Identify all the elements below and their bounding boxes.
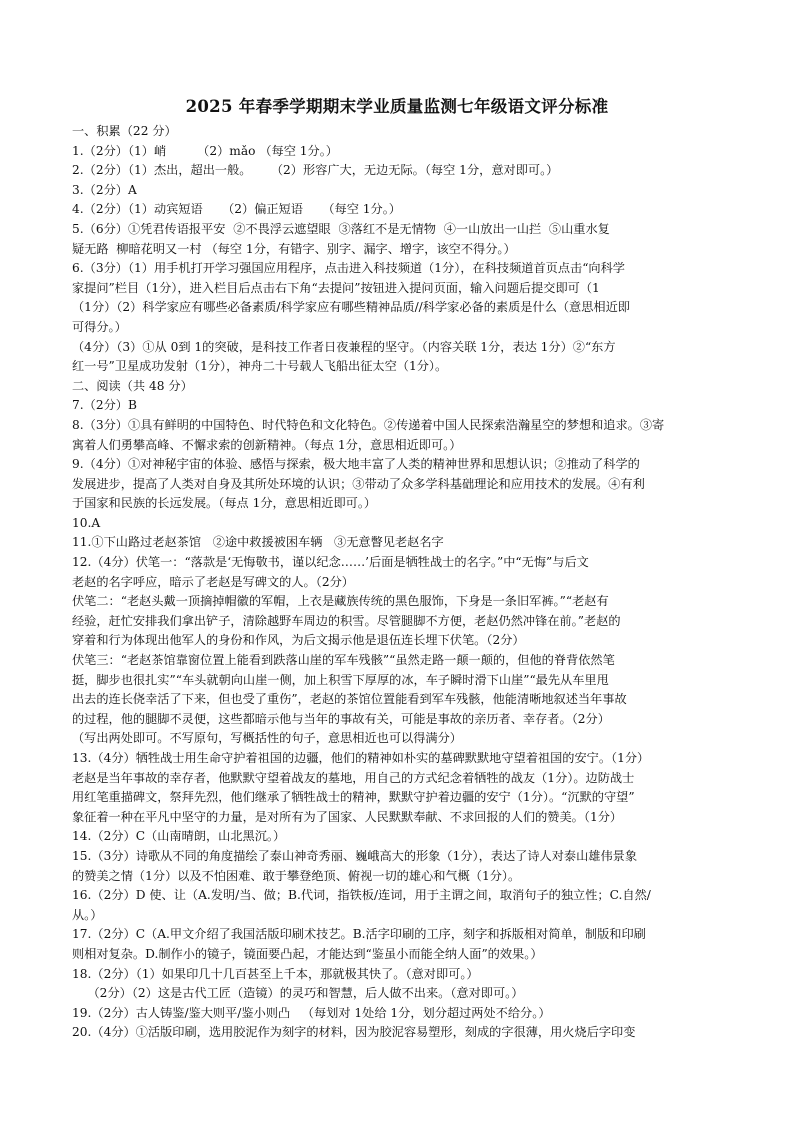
answer-line: 可得分。）	[72, 319, 127, 334]
answer-line: 穿着和行为体现出他军人的身份和作风，为后文揭示他是退伍连长埋下伏笔。（2分）	[72, 633, 525, 648]
answer-line: 13.（4分）牺牲战士用生命守护着祖国的边疆，他们的精神如朴实的墓碑默默地守望着祖国的安宁。（1分）	[72, 751, 650, 765]
answer-line: 4.（2分）（1）动宾短语 （2）偏正短语 （每空 1分。）	[72, 202, 401, 217]
answer-line: 2.（2分）（1）杰出，超出一般。 （2）形容广大，无边无际。（每空 1分，意对即可。）	[72, 163, 559, 178]
answer-line: 的赞美之情（1分）以及不怕困难、敢于攀登绝顶、俯视一切的雄心和气概（1分）。	[72, 868, 521, 883]
answer-line: （1分）（2）科学家应有哪些必备素质/科学家应有哪些精神品质//科学家必备的素质是什么（意思相近即	[72, 300, 630, 315]
answer-line: 9.（4分）①对神秘宇宙的体验、感悟与探索，极大地丰富了人类的精神世界和思想认识；②推动了科学的	[72, 457, 640, 472]
answer-line: 1.（2分）（1）峭 （2）mǎo （每空 1分。）	[72, 143, 338, 158]
answer-line: （2分）（2）这是古代工匠（造镜）的灵巧和智慧，后人做不出来。（意对即可。）	[72, 986, 524, 1001]
answer-line: 12.（4分）伏笔一：“落款是‘无悔敬书，谨以纪念……’后面是牺牲战士的名字。”中“无悔”与后文	[72, 555, 589, 570]
answer-line: 象征着一种在平凡中坚守的力量，是对所有为了国家、人民默默奉献、不求回报的人们的赞美。（1分）	[72, 809, 623, 824]
answer-line: 出去的连长侥幸活了下来，但也受了重伤”，老赵的茶馆位置能看到军车残骸，他能清晰地叙述当年事故	[72, 692, 627, 707]
answer-body	[72, 122, 722, 1043]
answer-line: 14.（2分）C（山南晴朗，山北黑沉。）	[72, 829, 286, 844]
answer-key-page	[72, 96, 722, 1043]
answer-line: 从。）	[72, 907, 103, 922]
answer-line: 10.A	[72, 515, 101, 530]
answer-line: 疑无路 柳暗花明又一村 （每空 1分，有错字、别字、漏字、增字，该空不得分。）	[72, 241, 516, 256]
answer-line: 18.（2分）（1）如果印几十几百甚至上千本，那就极其快了。（意对即可。）	[72, 966, 479, 981]
answer-line: 7.（2分）B	[72, 398, 137, 413]
answer-line: 的过程，他的腿脚不灵便，这些都暗示他与当年的事故有关，可能是事故的亲历者、幸存者。（2分）	[72, 711, 610, 726]
answer-line: 挺，脚步也很扎实”“车头就朝向山崖一侧，加上积雪下厚厚的冰，车子瞬时滑下山崖”“最先从车里甩	[72, 672, 609, 687]
answer-line: 老赵的名字呼应，暗示了老赵是写碑文的人。（2分）	[72, 574, 354, 589]
answer-line: 6.（3分）（1）用手机打开学习强国应用程序，点击进入科技频道（1分），在科技频道首页点击“向科学	[72, 261, 625, 276]
answer-line: 发展进步，提高了人类对自身及其所处环境的认识；③带动了众多学科基础理论和应用技术的发展。④有利	[72, 476, 645, 491]
answer-line: 二、阅读（共 48 分）	[72, 378, 193, 393]
answer-line: 3.（2分）A	[72, 182, 137, 197]
answer-line: 11.①下山路过老赵茶馆 ②途中救援被困车辆 ③无意瞥见老赵名字	[72, 535, 444, 550]
answer-line: 19.（2分）古人铸鉴/鉴大则平/鉴小则凸 （每划对 1处给 1分，划分超过两处不给分。）	[72, 1005, 551, 1020]
answer-line: 一、积累（22 分）	[72, 124, 177, 138]
answer-line: （写出两处即可。不写原句，写概括性的句子，意思相近也可以得满分）	[72, 731, 462, 746]
answer-line: 5.（6分）①凭君传语报平安 ②不畏浮云遮望眼 ③落红不是无情物 ④一山放出一山拦 ⑤山重水复	[72, 221, 610, 236]
answer-line: 经验，赶忙安排我们拿出铲子，清除越野车周边的积雪。尽管腿脚不方便，老赵仍然冲锋在前。”老赵的	[72, 613, 621, 628]
answer-line: 家提问”栏目（1分），进入栏目后点击右下角“去提问”按钮进入提问页面，输入问题后提交即可（1	[72, 280, 600, 295]
page-title: 2025 年春季学期期末学业质量监测七年级语文评分标准	[185, 97, 609, 116]
answer-line: 寓着人们勇攀高峰、不懈求索的创新精神。（每点 1分，意思相近即可。）	[72, 437, 462, 452]
answer-line: 20.（4分）①活版印刷，选用胶泥作为刻字的材料，因为胶泥容易塑形，刻成的字很薄，用火烧后字印变	[72, 1025, 636, 1040]
answer-line: 8.（3分）①具有鲜明的中国特色、时代特色和文化特色。②传递着中国人民探索浩瀚星空的梦想和追求。③寄	[72, 417, 665, 432]
answer-line: 用红笔重描碑文，祭拜先烈，他们继承了牺牲战士的精神，默默守护着边疆的安宁（1分）。“沉默的守望”	[72, 790, 635, 805]
answer-line: 伏笔二：“老赵头戴一顶摘掉帽徽的军帽，上衣是藏族传统的黑色服饰，下身是一条旧军裤。”“老赵有	[72, 594, 609, 609]
answer-line: 伏笔三：“老赵茶馆靠窗位置上能看到跌落山崖的军车残骸”“虽然走路一颠一颠的，但他的脊背依然笔	[72, 653, 615, 668]
answer-line: 17.（2分）C（A.甲文介绍了我国活版印刷术技艺。B.活字印刷的工序，刻字和拆版相对简单，制版和印刷	[72, 927, 646, 942]
answer-line: 老赵是当年事故的幸存者，他默默守望着战友的墓地，用自己的方式纪念着牺牲的战友（1分）。边防战士	[72, 770, 635, 785]
answer-line: 则相对复杂。D.制作小的镜子，镜面要凸起，才能达到“鉴虽小而能全纳人面”的效果。）	[72, 946, 543, 961]
answer-line: （4分）（3）①从 0到 1的突破，是科技工作者日夜兼程的坚守。（内容关联 1分，表达 1分）②“东方	[72, 339, 616, 354]
answer-line: 于国家和民族的长远发展。（每点 1分，意思相近即可。）	[72, 496, 377, 511]
answer-line: 16.（2分）D 使、让（A.发明/当、做；B.代词，指铁板/连词，用于主谓之间，取消句子的独立性；C.自然/	[72, 888, 651, 903]
answer-line: 红一号”卫星成功发射（1分），神舟二十号载人飞船出征太空（1分）。	[72, 359, 448, 374]
answer-line: 15.（3分）诗歌从不同的角度描绘了泰山神奇秀丽、巍峨高大的形象（1分），表达了诗人对泰山雄伟景象	[72, 848, 638, 863]
